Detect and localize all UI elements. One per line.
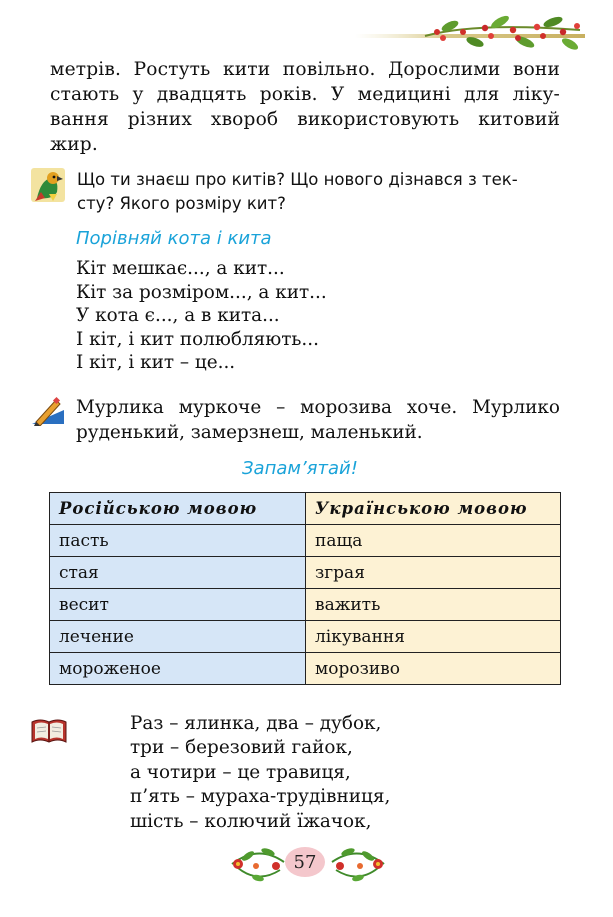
table-row <box>50 621 561 653</box>
table-cell: лікування <box>306 621 561 653</box>
poem-line: шість – колючий їжачок, <box>130 810 372 832</box>
parrot-icon <box>31 168 65 202</box>
table-cell: лечение <box>50 621 306 653</box>
table-cell: весит <box>50 589 306 621</box>
counting-rhyme <box>130 712 390 834</box>
text-line: жир. <box>50 134 98 155</box>
text-line: Що ти знаєш про китів? Що нового дізнався з тек- <box>77 170 518 189</box>
table-cell: важить <box>306 589 561 621</box>
table-header-row <box>50 493 561 525</box>
sentence: У кота є..., а в кита... <box>76 305 280 327</box>
column-header: Українською мовою <box>306 493 561 525</box>
compare-heading: Порівняй кота і кита <box>76 228 272 249</box>
table-cell: паща <box>306 525 561 557</box>
vocabulary-table <box>49 492 561 685</box>
question-text <box>77 168 560 216</box>
poem-line: Раз – ялинка, два – дубок, <box>130 713 382 734</box>
sentence: І кіт, і кит – це... <box>76 352 236 374</box>
text-line: руденький, замерзнеш, маленький. <box>76 422 423 443</box>
intro-paragraph <box>50 57 560 157</box>
pencil-icon <box>30 396 66 426</box>
table-cell: стая <box>50 557 306 589</box>
table-cell: зграя <box>306 557 561 589</box>
table-row <box>50 653 561 685</box>
table-row <box>50 589 561 621</box>
text-line: Мурлика муркоче – морозива хоче. Мурлико <box>76 397 560 418</box>
text-line: стають у двадцять років. У медицині для ліку- <box>50 84 560 105</box>
text-line: сту? Якого розміру кит? <box>77 194 286 213</box>
decorative-branch-icon <box>355 12 585 52</box>
poem-line: а чотири – це травиця, <box>130 761 351 783</box>
text-line: метрів. Ростуть кити повільно. Дорослими вони <box>50 59 560 80</box>
table-cell: пасть <box>50 525 306 557</box>
remember-heading: Запам’ятай! <box>242 458 358 479</box>
table-row <box>50 525 561 557</box>
sentence: Кіт мешкає..., а кит... <box>76 258 285 279</box>
text-line: вання різних хвороб використовують китовий <box>50 109 560 130</box>
tongue-twister <box>76 395 560 445</box>
table-row <box>50 557 561 589</box>
table-cell: мороженое <box>50 653 306 685</box>
column-header: Російською мовою <box>50 493 306 525</box>
sentence: Кіт за розміром..., а кит... <box>76 281 327 303</box>
book-icon <box>30 716 68 746</box>
poem-line: п’ять – мураха-трудівниця, <box>130 786 391 808</box>
poem-line: три – березовий гайок, <box>130 737 353 759</box>
compare-sentences <box>76 257 327 375</box>
page-number: 57 <box>285 847 325 877</box>
table-cell: морозиво <box>306 653 561 685</box>
sentence: І кіт, і кит полюбляють... <box>76 328 319 350</box>
